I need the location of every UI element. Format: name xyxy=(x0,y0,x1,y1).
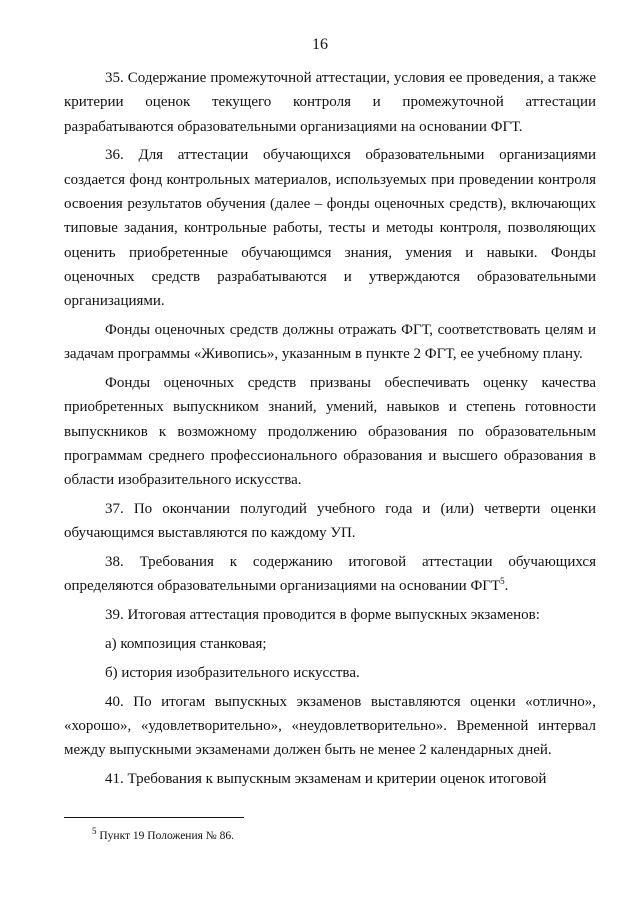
paragraph-41: 41. Требования к выпускным экзаменам и критерии оценок итоговой xyxy=(105,771,547,788)
paragraph-fonds-purpose: Фонды оценочных средств призваны обеспечивать оценку качества приобретенных выпускником знаний, умений, навыков и степень готовности выпускников к возможному продолжению образования по образовательным программам среднего профессионального образования и высшего образования в области изобразительного искусства. xyxy=(64,375,596,489)
list-item-b: б) история изобразительного искусства. xyxy=(105,664,360,681)
footnote-reference[interactable]: 5 xyxy=(500,576,505,587)
list-item-a: а) композиция станковая; xyxy=(105,636,267,653)
paragraph-40: 40. По итогам выпускных экзаменов выставляются оценки «отлично», «хорошо», «удовлетворительно», «неудовлетворительно». Временной интервал между выпускными экзаменами должен быть не менее 2 календарных дней. xyxy=(64,693,596,759)
paragraph-38 xyxy=(64,550,596,599)
footnote-mark: 5 xyxy=(92,826,97,837)
footnote xyxy=(92,826,234,843)
body-text xyxy=(64,66,596,796)
paragraph-fonds-requirements: Фонды оценочных средств должны отражать ФГТ, соответствовать целям и задачам программы «Живопись», указанным в пункте 2 ФГТ, ее учебному плану. xyxy=(64,321,596,363)
paragraph-38-text: 38. Требования к содержанию итоговой аттестации обучающихся определяются образовательными организациями на основании ФГТ xyxy=(64,554,596,595)
paragraph-35: 35. Содержание промежуточной аттестации, условия ее проведения, а также критерии оценок текущего контроля и промежуточной аттестации разрабатываются образовательными организациями на основании ФГТ. xyxy=(64,70,596,135)
footnote-divider xyxy=(64,817,244,818)
paragraph-39: 39. Итоговая аттестация проводится в форме выпускных экзаменов: xyxy=(105,607,540,624)
paragraph-36: 36. Для аттестации обучающихся образовательными организациями создается фонд контрольных материалов, используемых при проведении контроля освоения результатов обучения (далее – фонды оценочных средств), включающих типовые задания, контрольные работы, тесты и методы контроля, позволяющих оценить приобретенные обучающимся знания, умения и навыки. Фонды оценочных средств разрабатываются и утверждаются образовательными организациями. xyxy=(64,147,596,310)
footnote-text: Пункт 19 Положения № 86. xyxy=(96,830,234,842)
paragraph-37: 37. По окончании полугодий учебного года и (или) четверти оценки обучающимся выставляются по каждому УП. xyxy=(64,501,596,542)
paragraph-38-tail: . xyxy=(504,578,509,595)
page-number: 16 xyxy=(312,36,328,53)
